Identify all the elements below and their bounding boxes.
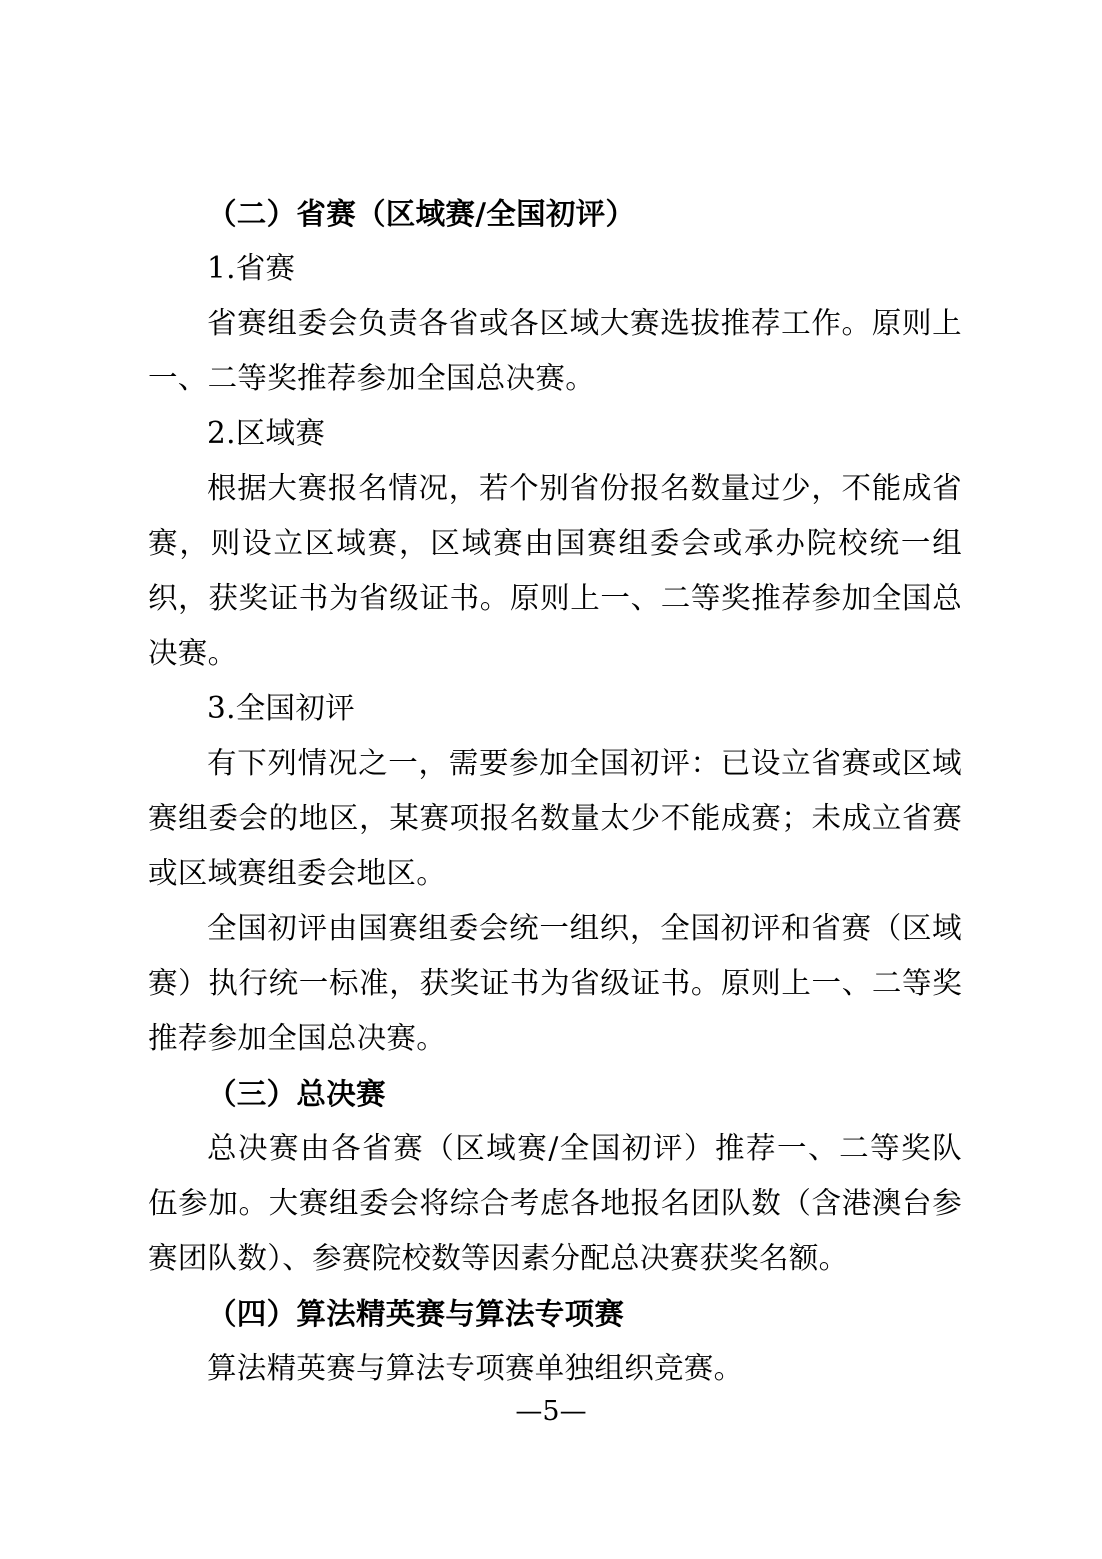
heading-provincial-contest: （二）省赛（区域赛/全国初评） (207, 196, 636, 231)
page-number: —5— (515, 1396, 587, 1427)
heading-algorithm-contest: （四）算法精英赛与算法专项赛 (207, 1296, 625, 1331)
item-national-preliminary: 3.全国初评 (207, 691, 355, 725)
document-body (148, 186, 962, 1396)
para-regional-desc: 根据大赛报名情况，若个别省份报名数量过少，不能成省赛，则设立区域赛，区域赛由国赛组委会或承办院校统一组织，获奖证书为省级证书。原则上一、二等奖推荐参加全国总决赛。 (148, 471, 962, 670)
para-national-preliminary-cases: 有下列情况之一，需要参加全国初评：已设立省赛或区域赛组委会的地区，某赛项报名数量太少不能成赛；未成立省赛或区域赛组委会地区。 (148, 746, 962, 890)
para-algorithm-desc: 算法精英赛与算法专项赛单独组织竞赛。 (207, 1351, 744, 1385)
heading-finals: （三）总决赛 (207, 1076, 386, 1111)
item-regional: 2.区域赛 (207, 416, 326, 450)
item-provincial: 1.省赛 (207, 251, 296, 285)
para-finals-desc: 总决赛由各省赛（区域赛/全国初评）推荐一、二等奖队伍参加。大赛组委会将综合考虑各地报名团队数（含港澳台参赛团队数）、参赛院校数等因素分配总决赛获奖名额。 (148, 1131, 962, 1275)
para-national-preliminary-org: 全国初评由国赛组委会统一组织，全国初评和省赛（区域赛）执行统一标准，获奖证书为省级证书。原则上一、二等奖推荐参加全国总决赛。 (148, 911, 962, 1055)
para-provincial-desc: 省赛组委会负责各省或各区域大赛选拔推荐工作。原则上一、二等奖推荐参加全国总决赛。 (148, 306, 962, 395)
